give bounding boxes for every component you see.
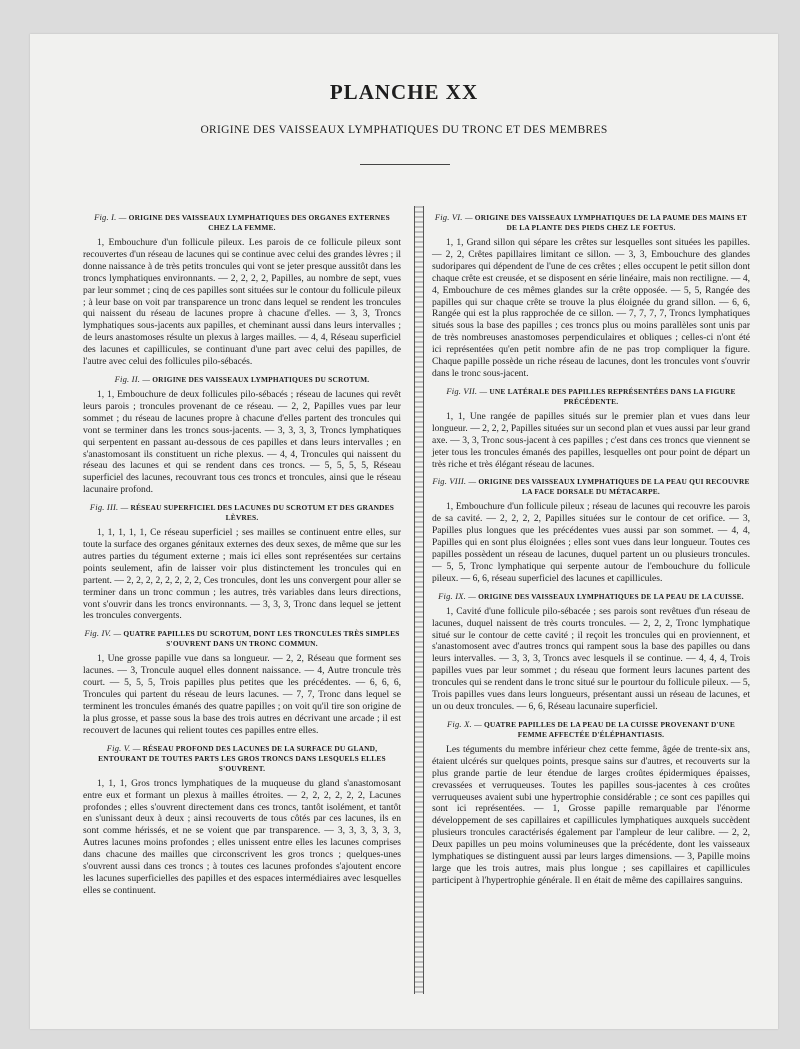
- figure-title: ORIGINE DES VAISSEAUX LYMPHATIQUES DU SCROTUM.: [152, 374, 370, 384]
- figure-description: 1, Embouchure d'un follicule pileux. Les parois de ce follicule pileux sont recouvertes d'un réseau de lacunes qui se continue avec celui des grandes lèvres ; il donne naissance à de très petits troncules qui vont se jeter presque aussitôt dans les troncs lymphatiques environnants. — 2, 2, 2, 2, Papilles, au nombre de sept, vues par leur sommet ; cinq de ces papilles sont situées sur le contour du follicule pileux ; à leur base on voit par transparence un tronc dans lequel se rendent les troncules qui naissent du réseau de lacunes propre à chacune d'elles. — 3, 3, Troncs lymphatiques sous-jacents aux papilles, et cheminant aussi dans leurs intervalles ; de leurs anastomoses résulte un plexus à larges mailles. — 4, 4, Réseau superficiel des lacunes et capillicules, se continuant d'une part avec celui des papilles, de l'autre avec celui des follicules pilo-sébacés.: [83, 237, 401, 368]
- figure-number: Fig. III. —: [89, 502, 129, 513]
- figure-number: Fig. V. —: [106, 742, 141, 753]
- figure-heading: [83, 374, 401, 385]
- figure-description: 1, Cavité d'une follicule pilo-sébacée ; ses parois sont revêtues d'un réseau de lacunes, duquel naissent de très courts troncules. — 2, 2, 2, Tronc lymphatique situé sur le contour de cette cavité ; il reçoit les troncules qui en proviennent, et s'anastomosent avec d'autres troncs qui rampent sous la base des papilles ou dans leurs intervalles. — 3, 3, 3, Troncs avec lesquels il se continue. — 4, 4, 4, Trois papilles vues par leur sommet ; du réseau que forment leurs lacunes partent des troncules qui se rendent dans le tronc situé sur le pourtour du follicule pileux. — 5, Trois papilles vues dans leurs longueurs, présentant aussi un réseau de lacunes, et un ou deux troncules. — 6, 6, Réseau lacunaire superficiel.: [432, 605, 750, 712]
- figure-description: 1, 1, Une rangée de papilles situés sur le premier plan et vues dans leur longueur. — 2, 2, 2, Papilles situées sur un second plan et vues aussi par leur grand axe. — 3, 3, Tronc sous-jacent à ces papilles ; c'est dans ces troncs que viennent se jeter tous les troncules émanés des papilles, lesquelles ont pour point de départ un très riche et très élégant réseau de lacunes.: [432, 410, 750, 470]
- figure-heading: [83, 743, 401, 774]
- plate-sheet: [30, 34, 778, 1029]
- figure-section-1: [83, 212, 401, 368]
- figure-heading: [432, 386, 750, 407]
- figure-description: Les téguments du membre inférieur chez cette femme, âgée de trente-six ans, étaient ulcérés sur quelques points, presque sains sur d'autres, et recouverts sur la plus grande partie de leur étendue de larges croûtes épidermiques épaisses, crevassées et verruqueuses. Toutes les papilles sous-jacentes à ces croûtes verruqueuses avaient subi une hypertrophie considérable ; ce sont ces papilles qui sont ici représentées. — 1, Grosse papille remarquable par l'énorme développement de ses capillaires et capillicules lymphatiques auxquels succèdent plusieurs troncules caractérisés également par l'ampleur de leur calibre. — 2, 2, Deux papilles un peu moins volumineuses que la précédente, dont les vaisseaux lymphatiques se distinguent aussi par leurs larges dimensions. — 3, Papille moins large que les trois autres, mais plus longue ; ses capillaires et capillicules participent à l'hypertrophie générale. Il en était de même des capillaires sanguins.: [432, 743, 750, 886]
- right-column: [432, 212, 750, 893]
- column-divider: [414, 206, 424, 994]
- figure-heading: [432, 476, 750, 497]
- figure-section-7: [432, 386, 750, 471]
- figure-title: ORIGINE DES VAISSEAUX LYMPHATIQUES DES ORGANES EXTERNES CHEZ LA FEMME.: [128, 213, 390, 232]
- left-column: [83, 212, 401, 903]
- figure-section-3: [83, 502, 401, 622]
- figure-description: 1, 1, Grand sillon qui sépare les crêtes sur lesquelles sont situées les papilles. — 2, 2, Crêtes papillaires limitant ce sillon. — 3, 3, Embouchure des glandes sudoripares qui dépendent de l'une de ces crêtes ; elles occupent le petit sillon dont chaque crête est creusée, et se disposent en série linéaire, mais non rectiligne. — 4, 4, Embouchure de ces mêmes glandes sur la crête opposée. — 5, 5, Rangée des papilles qui sur chaque crête se trouve la plus éloignée du grand sillon. — 6, 6, Rangée qui est la plus rapprochée de ce sillon. — 7, 7, 7, 7, Troncs lymphatiques situés sous la base des papilles ; ces troncs plus ou moins parallèles sont unis par de très nombreuses anastomoses perpendiculaires et obliques ; celles-ci n'ont été ici représentées qu'en petit nombre afin de ne pas trop compliquer la figure. Chaque papille possède un riche réseau de lacunes, dont les troncules vont s'ouvrir dans le tronc sous-jacent.: [432, 237, 750, 379]
- figure-title: UNE LATÉRALE DES PAPILLES REPRÉSENTÉES DANS LA FIGURE PRÉCÉDENTE.: [489, 386, 736, 406]
- figure-number: Fig. X. —: [447, 718, 482, 729]
- figure-number: Fig. I. —: [94, 212, 127, 222]
- figure-section-6: [432, 212, 750, 380]
- figure-description: 1, 1, 1, 1, 1, Ce réseau superficiel ; ses mailles se continuent entre elles, sur toute la surface des organes génitaux externes des deux sexes, de même que sur les autres parties du tégument externe ; mais ici elles sont représentées sur certains points seulement, afin de laisser voir plus distinctement les troncules qui en partent. — 2, 2, 2, 2, 2, 2, 2, 2, Ces troncules, dont les uns convergent pour aller se terminer dans un tronc commun ; les autres, très variables dans leurs directions, vont s'ouvrir dans les troncs environnants. — 3, 3, 3, Tronc dans lequel se jettent les troncules convergents.: [83, 527, 401, 622]
- figure-section-9: [432, 591, 750, 713]
- plate-subtitle: ORIGINE DES VAISSEAUX LYMPHATIQUES DU TRONC ET DES MEMBRES: [200, 124, 608, 136]
- figure-title: ORIGINE DES VAISSEAUX LYMPHATIQUES DE LA PEAU QUI RECOUVRE LA FACE DORSALE DU MÉTACARPE.: [478, 477, 750, 497]
- figure-description: 1, 1, Embouchure de deux follicules pilo-sébacés ; réseau de lacunes qui revêt leurs parois ; troncules provenant de ce réseau. — 2, 2, Papilles vues par leur sommet ; du réseau de lacunes propre à chacune d'elles partent des troncules qui vont se terminer dans les troncs sous-jacents. — 3, 3, 3, 3, Troncs lymphatiques qui serpentent en passant au-dessous de ces papilles et dans leurs intervalles ; en s'anastomosant ils constituent un riche plexus. — 4, 4, Troncules qui naissent du réseau des lacunes et qui se rendent dans ces troncs. — 5, 5, 5, 5, Réseau superficiel des lacunes, recouvrant tous ces troncs et troncules, ainsi que le réseau lacunaire profond.: [83, 388, 401, 496]
- figure-title: ORIGINE DES VAISSEAUX LYMPHATIQUES DE LA PEAU DE LA CUISSE.: [478, 591, 744, 601]
- figure-description: 1, 1, 1, Gros troncs lymphatiques de la muqueuse du gland s'anastomosant entre eux et formant un plexus à mailles étroites. — 2, 2, 2, 2, 2, 2, Lacunes profondes ; elles s'ouvrent directement dans ces troncs, tantôt isolément, et tantôt en s'unissant deux à deux ; ainsi recouverts de tous côtés par ces lacunes, ils en sont comme hérissés, et ne se voient que par transparence. — 3, 3, 3, 3, 3, 3, Autres lacunes moins profondes ; elles unissent entre elles les lacunes comprises dans chacune des mailles que circonscrivent les gros troncs ; quelques-unes s'ouvrent aussi dans ces troncs ; à toutes ces lacunes profondes s'ajoutent encore les lacunes superficielles des papilles et des espaces intermédiaires avec lesquelles elles se continuent.: [83, 777, 401, 896]
- figure-section-5: [83, 743, 401, 897]
- figure-number: Fig. IV. —: [84, 628, 122, 639]
- figure-title: QUATRE PAPILLES DU SCROTUM, DONT LES TRONCULES TRÈS SIMPLES S'OUVRENT DANS UN TRONC COMMUN.: [123, 629, 400, 649]
- figure-number: Fig. VII. —: [446, 385, 488, 396]
- figure-heading: [432, 719, 750, 740]
- plate-title: PLANCHE XX: [329, 80, 479, 104]
- figure-number: Fig. IX. —: [438, 590, 477, 601]
- figure-heading: [432, 591, 750, 602]
- figure-title: QUATRE PAPILLES DE LA PEAU DE LA CUISSE PROVENANT D'UNE FEMME AFFECTÉE D'ÉLÉPHANTIASIS.: [483, 719, 735, 739]
- figure-number: Fig. VIII. —: [432, 476, 477, 487]
- figure-section-8: [432, 476, 750, 584]
- figure-heading: [83, 502, 401, 523]
- figure-section-4: [83, 628, 401, 736]
- figure-number: Fig. VI. —: [434, 212, 473, 222]
- figure-section-2: [83, 374, 401, 496]
- figure-title: RÉSEAU SUPERFICIEL DES LACUNES DU SCROTUM ET DES GRANDES LÈVRES.: [130, 503, 395, 523]
- figure-number: Fig. II. —: [114, 373, 151, 384]
- figure-heading: [83, 628, 401, 649]
- figure-section-10: [432, 719, 750, 887]
- figure-title: RÉSEAU PROFOND DES LACUNES DE LA SURFACE DU GLAND, ENTOURANT DE TOUTES PARTS LES GROS TRONCS DANS LESQUELS ELLES S'OUVRENT.: [98, 743, 386, 773]
- figure-heading: [83, 212, 401, 233]
- figure-description: 1, Embouchure d'un follicule pileux ; réseau de lacunes qui recouvre les parois de sa cavité. — 2, 2, 2, 2, Papilles situées sur le contour de cet orifice. — 3, Papilles plus longues que les précédentes vues aussi par son sommet. — 4, 4, Papilles qui en sont plus éloignées ; elles sont vues dans leur longueur. Toutes ces papilles possèdent un réseau de lacunes, duquel partent un ou plusieurs troncules. — 5, 5, Tronc lymphatique qui serpente autour de l'embouchure du follicule pileux. — 6, 6, réseau superficiel des lacunes et capillicules.: [432, 501, 750, 584]
- title-rule: [360, 164, 450, 165]
- figure-heading: [432, 212, 750, 233]
- figure-description: 1, Une grosse papille vue dans sa longueur. — 2, 2, Réseau que forment ses lacunes. — 3, Troncule auquel elles donnent naissance. — 4, Autre troncule très court. — 5, 5, 5, Trois papilles plus petites que les précédentes. — 6, 6, 6, Troncules qui partent du réseau de leurs lacunes. — 7, 7, Tronc dans lequel se terminent les troncules émanés des quatre papilles ; on voit qu'il tire son origine de la plus grosse, et passe sous la base des trois autres en décrivant une arcade ; il est recouvert de lacunes qui relient toutes ces papilles entre elles.: [83, 653, 401, 736]
- figure-title: ORIGINE DES VAISSEAUX LYMPHATIQUES DE LA PAUME DES MAINS ET DE LA PLANTE DES PIEDS CHEZ LE FOETUS.: [474, 213, 748, 232]
